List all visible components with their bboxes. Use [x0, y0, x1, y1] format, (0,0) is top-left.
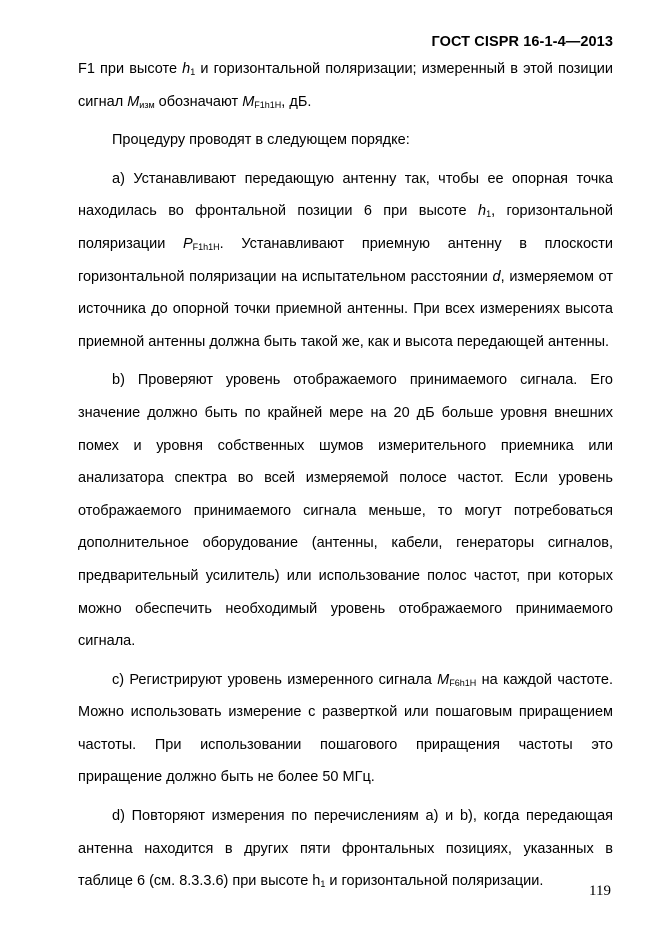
- text-line: таблице 6 (см. 8.3.3.6) при высоте $h_1$ и горизонтальной поляризации.: [78, 873, 544, 890]
- text-line: Процедуру проводят в следующем порядке:: [112, 132, 410, 149]
- text-line: отображаемого принимаемого сигнала меньше, то могут потребоваться: [78, 502, 613, 519]
- text-line: горизонтальной поляризации на испытательном расстоянии d, измеряемом от: [78, 268, 613, 285]
- text-line: предварительный усилитель) или использование полос частот, при которых: [78, 567, 613, 584]
- text-line: сигнала.: [78, 633, 136, 650]
- text-line: значение должно быть по крайней мере на 20 дБ больше уровня внешних: [78, 404, 613, 421]
- text-line: F1 при высоте $h_1$ и горизонтальной поляризации; измеренный в этой позиции: [78, 61, 613, 77]
- text-line: дополнительное оборудование (антенны, кабели, генераторы сигналов,: [78, 535, 613, 552]
- text-line: источника до опорной точки приемной антенны. При всех измерениях высота: [78, 301, 613, 318]
- text-line: Можно использовать измерение с разверткой или пошаговым приращением: [78, 704, 613, 721]
- text-line: можно обеспечить необходимый уровень отображаемого принимаемого: [78, 600, 613, 617]
- text-line: сигнал $M_{изм}$ обозначают $M_{F1h1H}$, дБ.: [78, 93, 312, 110]
- text-line: d) Повторяют измерения по перечислениям а) и b), когда передающая: [112, 808, 613, 825]
- text-line: находилась во фронтальной позиции 6 при высоте $h_1$, горизонтальной: [78, 203, 614, 220]
- text-line: поляризации $P_{F1h1H}$. Устанавливают приемную антенну в плоскости: [78, 235, 613, 252]
- document-code-header: ГОСТ CISPR 16-1-4—2013: [431, 34, 613, 50]
- page-number: 119: [589, 883, 611, 899]
- text-line: b) Проверяют уровень отображаемого принимаемого сигнала. Его: [112, 372, 613, 389]
- page-body: [78, 58, 613, 903]
- text-line: приемной антенны должна быть такой же, как и высота передающей антенны.: [78, 333, 610, 350]
- text-line: частоты. При использовании пошагового приращения частоты это: [78, 736, 613, 753]
- text-line: приращение должно быть не более 50 МГц.: [78, 769, 375, 786]
- text-line: с) Регистрируют уровень измеренного сигнала $M_{F6h1H}$ на каждой частоте.: [112, 671, 613, 688]
- text-line: помех и уровня собственных шумов измерительного приемника или: [78, 437, 613, 454]
- text-line: а) Устанавливают передающую антенну так, чтобы ее опорная точка: [112, 170, 613, 187]
- text-line: анализатора спектра во всей измеряемой полосе частот. Если уровень: [78, 470, 613, 487]
- text-line: антенна находится в других пяти фронтальных позициях, указанных в: [78, 840, 613, 857]
